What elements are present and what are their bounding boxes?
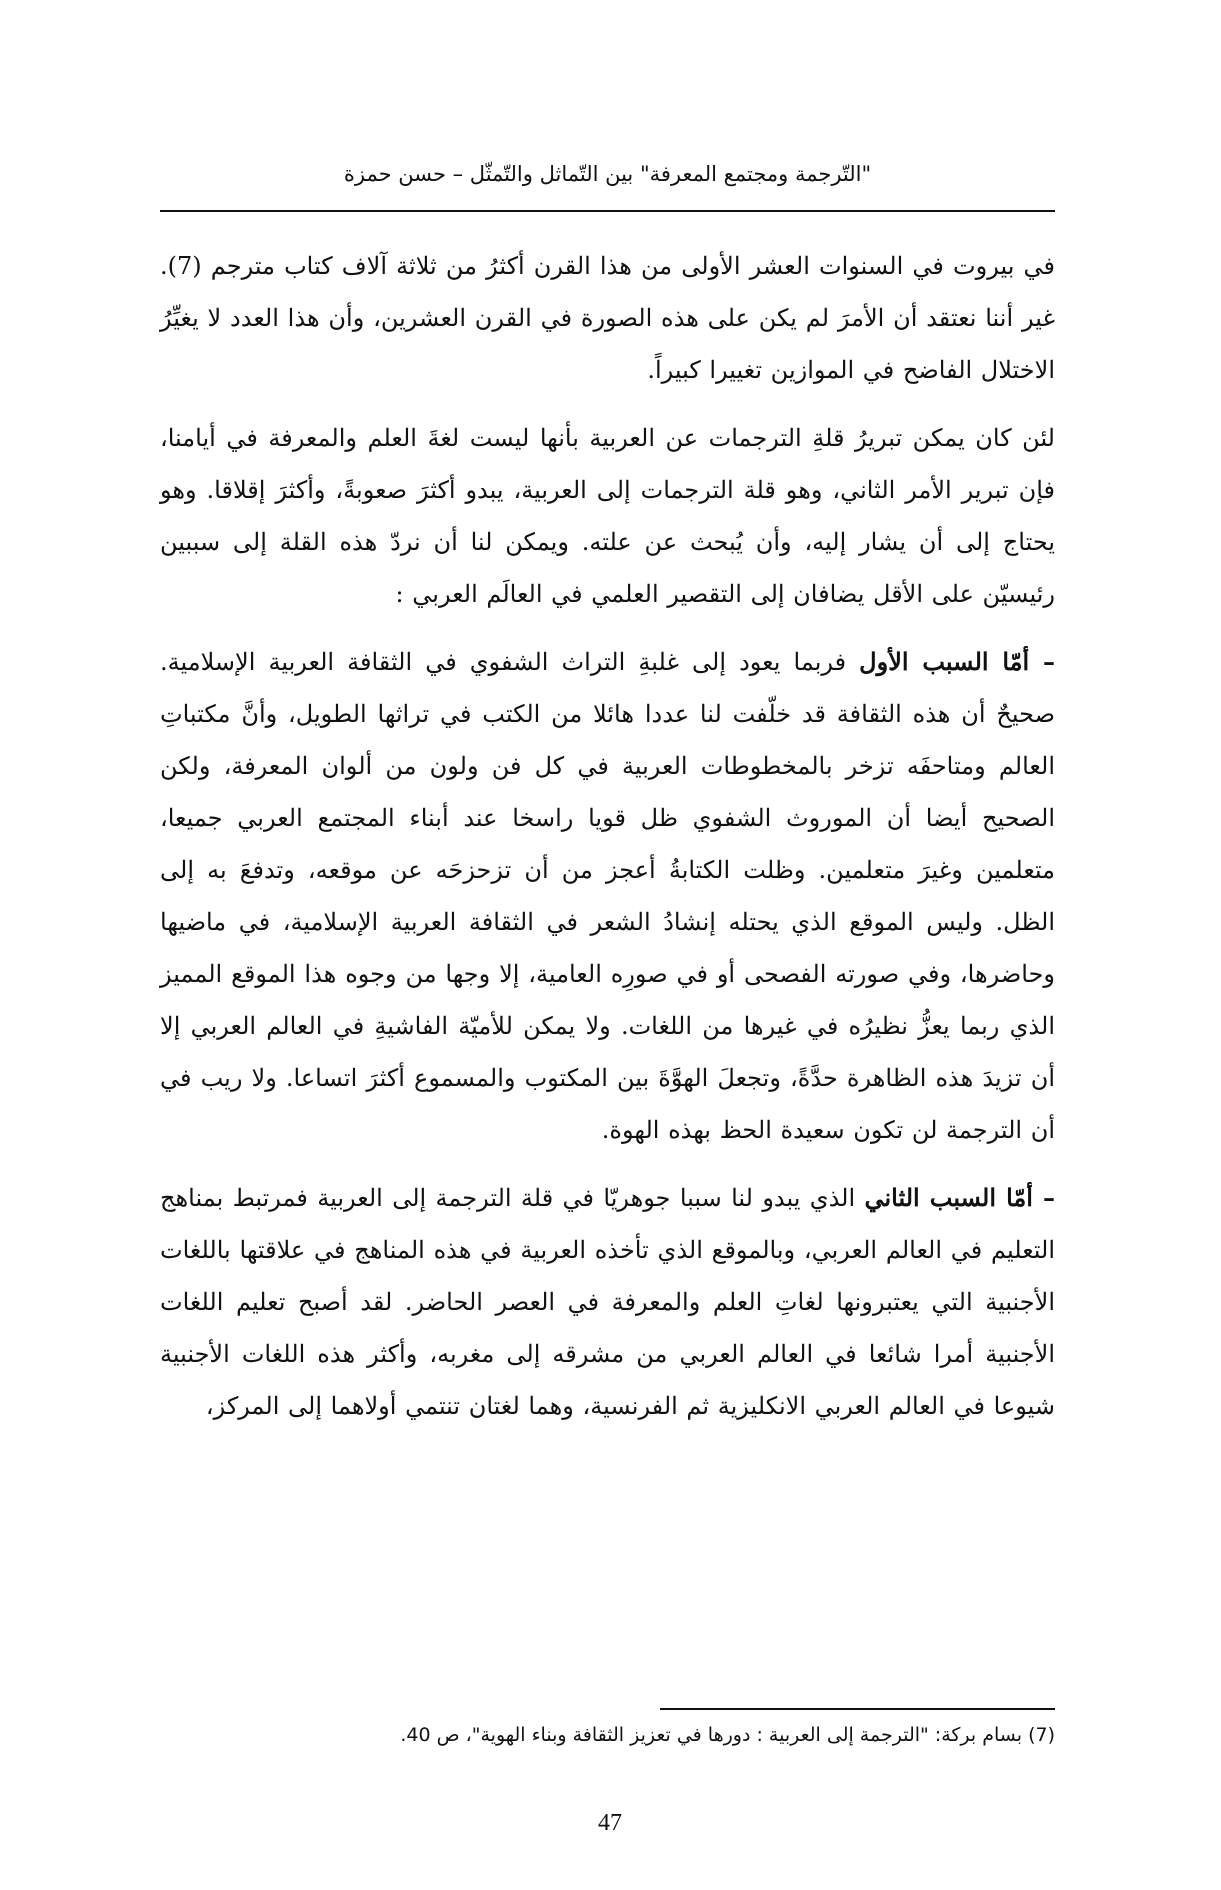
second-reason-heading: – أمّا السبب الثاني [864, 1183, 1055, 1212]
first-reason-heading: – أمّا السبب الأول [859, 647, 1055, 676]
running-header: "التّرجمة ومجتمع المعرفة" بين التّماثل والتّمثّل – حسن حمزة [343, 162, 872, 186]
first-reason-text: فربما يعود إلى غلبةِ التراث الشفوي في الثقافة العربية الإسلامية. صحيحٌ أن هذه الثقافة قد خلّفت لنا عددا هائلا من الكتب في تراثها الطويل، وأنَّ مكتباتِ العالم ومتاحفَه تزخر بالمخطوطات العربية في كل فن ولون من ألوان المعرفة، ولكن الصحيح أيضا أن الموروث الشفوي ظل قويا راسخا عند أبناء المجتمع العربي جميعا، متعلمين وغيرَ متعلمين. وظلت الكتابةُ أعجز من أن تزحزحَه عن موقعه، وتدفعَ به إلى الظل. وليس الموقع الذي يحتله إنشادُ الشعر في الثقافة العربية الإسلامية، في ماضيها وحاضرها، وفي صورته الفصحى أو في صورِه العامية، إلا وجها من وجوه هذا الموقع المميز الذي ربما يعزُّ نظيرُه في غيرها من اللغات. ولا يمكن للأميّة الفاشيةِ في العالم العربي إلا أن تزيدَ هذه الظاهرة حدَّةً، وتجعلَ الهوَّةَ بين المكتوب والمسموع أكثرَ اتساعا. ولا ريب في أن الترجمة لن تكون سعيدة الحظ بهذه الهوة. [160, 648, 1055, 1144]
paragraph-second-reason [160, 1172, 1055, 1432]
footnote-divider [660, 1708, 1055, 1710]
page-number: 47 [598, 1810, 622, 1836]
footnote: (7) بسام بركة: "الترجمة إلى العربية : دورها في تعزيز الثقافة وبناء الهوية"، ص 40. [400, 1724, 1055, 1746]
paragraph-first-reason [160, 636, 1055, 1156]
paragraph-2: لئن كان يمكن تبريرُ قلةِ الترجمات عن العربية بأنها ليست لغةَ العلم والمعرفة في أيامنا، فإن تبرير الأمر الثاني، وهو قلة الترجمات إلى العربية، يبدو أكثرَ صعوبةً، وأكثرَ إقلاقا. وهو يحتاج إلى أن يشار إليه، وأن يُبحث عن علته. ويمكن لنا أن نردّ هذه القلة إلى سببين رئيسيّن على الأقل يضافان إلى التقصير العلمي في العالَم العربي : [160, 424, 1055, 608]
paragraph-1: في بيروت في السنوات العشر الأولى من هذا القرن أكثرُ من ثلاثة آلاف كتاب مترجم (7). غير أننا نعتقد أن الأمرَ لم يكن على هذه الصورة في القرن العشرين، وأن هذا العدد لا يغيِّرُ الاختلال الفاضح في الموازين تغييرا كبيراً. [160, 252, 1055, 384]
main-body-text [160, 240, 1055, 1432]
header-divider [160, 210, 1055, 212]
second-reason-text: الذي يبدو لنا سببا جوهريّا في قلة الترجمة إلى العربية فمرتبط بمناهج التعليم في العالم العربي، وبالموقع الذي تأخذه العربية في هذه المناهج في علاقتها باللغات الأجنبية التي يعتبرونها لغاتِ العلم والمعرفة في العصر الحاضر. لقد أصبح تعليم اللغات الأجنبية أمرا شائعا في العالم العربي من مشرقه إلى مغربه، وأكثر هذه اللغات الأجنبية شيوعا في العالم العربي الانكليزية ثم الفرنسية، وهما لغتان تنتمي أولاهما إلى المركز، [160, 1184, 1055, 1420]
